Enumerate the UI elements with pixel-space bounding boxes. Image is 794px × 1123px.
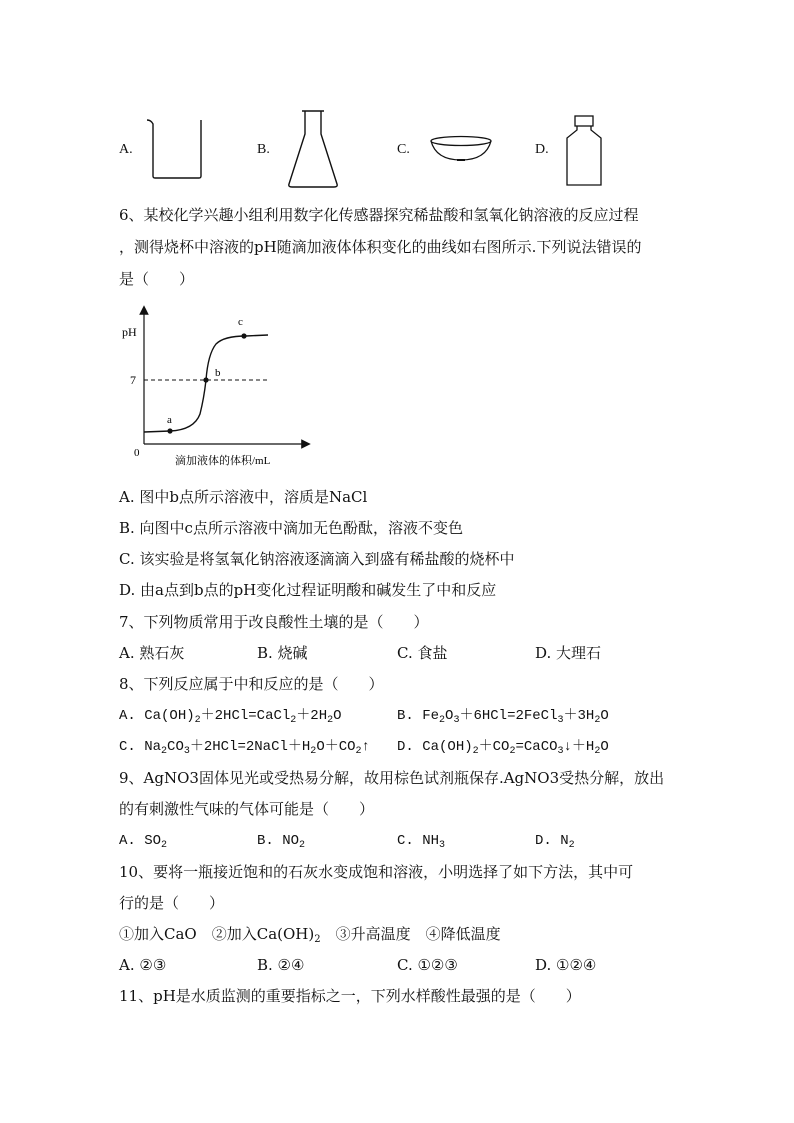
q10-stem-line2: 行的是（ ） — [119, 894, 225, 912]
q6-option-d: D. 由a点到b点的pH变化过程证明酸和碱发生了中和反应 — [119, 581, 497, 599]
q10-methods: ①加入CaO ②加入$Ca(OH)_2$ ③升高温度 ④降低温度 — [119, 925, 501, 945]
q6-stem-line2: ，测得烧杯中溶液的pH随滴加液体体积变化的曲线如右图所示.下列说法错误的 — [119, 238, 642, 256]
q8-option-a: A. $Ca(OH)_2+2HCl=CaCl_2+2H_2O$ — [119, 708, 342, 726]
point-b-label: b — [215, 367, 221, 379]
reagent-bottle-icon — [562, 114, 606, 188]
q9-option-d: D. $N_2$ — [535, 833, 575, 851]
apparatus-row — [0, 100, 794, 200]
q10-option-b: B. ②④ — [257, 956, 305, 974]
q7-stem: 7、下列物质常用于改良酸性土壤的是（ ） — [119, 613, 429, 631]
q8-option-c: C. $Na_2CO_3+2HCl=2NaCl+H_2O+CO_2↑$ — [119, 739, 370, 757]
q7-option-d: D. 大理石 — [535, 644, 602, 662]
apparatus-label-b: B. — [257, 142, 270, 157]
q8-option-d: D. $Ca(OH)_2+CO_2=CaCO_3↓+H_2O$ — [397, 739, 609, 757]
apparatus-label-c: C. — [397, 142, 410, 157]
q8-stem: 8、下列反应属于中和反应的是（ ） — [119, 675, 384, 693]
y-tick-7: 7 — [130, 373, 136, 387]
apparatus-label-d: D. — [535, 142, 549, 157]
origin-label: 0 — [134, 447, 140, 459]
q9-option-c: C. $NH_3$ — [397, 833, 446, 851]
q7-option-a: A. 熟石灰 — [119, 644, 185, 662]
q8-option-b: B. $Fe_2O_3+6HCl=2FeCl_3+3H_2O$ — [397, 708, 609, 726]
q6-stem-line3: 是（ ） — [119, 270, 195, 288]
ph-curve-chart — [118, 302, 318, 472]
q6-option-a: A. 图中b点所示溶液中，溶质是NaCl — [119, 488, 368, 506]
y-axis-label: pH — [122, 325, 137, 339]
conical-flask-icon — [286, 108, 340, 190]
point-c — [241, 333, 246, 338]
q10-option-d: D. ①②④ — [535, 956, 597, 974]
evaporating-dish-icon — [428, 134, 494, 164]
q10-stem-line1: 10、要将一瓶接近饱和的石灰水变成饱和溶液，小明选择了如下方法，其中可 — [119, 863, 634, 881]
q6-option-b: B. 向图中c点所示溶液中滴加无色酚酞，溶液不变色 — [119, 519, 463, 537]
q9-option-b: B. $NO_2$ — [257, 833, 306, 851]
q7-option-b: B. 烧碱 — [257, 644, 308, 662]
point-c-label: c — [238, 316, 243, 328]
q10-option-c: C. ①②③ — [397, 956, 458, 974]
q6-stem-line1: 6、某校化学兴趣小组利用数字化传感器探究稀盐酸和氢氧化钠溶液的反应过程 — [119, 206, 639, 224]
apparatus-label-a: A. — [119, 142, 133, 157]
ph-curve — [144, 335, 268, 432]
q9-option-a: A. $SO_2$ — [119, 833, 168, 851]
q6-option-c: C. 该实验是将氢氧化钠溶液逐滴滴入到盛有稀盐酸的烧杯中 — [119, 550, 515, 568]
q11-stem: 11、pH是水质监测的重要指标之一，下列水样酸性最强的是（ ） — [119, 987, 581, 1005]
point-b — [203, 377, 208, 382]
point-a-label: a — [167, 414, 172, 426]
q9-stem-line2: 的有刺激性气味的气体可能是（ ） — [119, 800, 375, 818]
q10-option-a: A. ②③ — [119, 956, 167, 974]
x-axis-label: 滴加液体的体积/mL — [175, 455, 271, 467]
beaker-icon — [145, 116, 207, 182]
point-a — [167, 428, 172, 433]
q9-stem-line1: 9、AgNO3固体见光或受热易分解，故用棕色试剂瓶保存.AgNO3受热分解，放出 — [119, 769, 665, 787]
q7-option-c: C. 食盐 — [397, 644, 448, 662]
